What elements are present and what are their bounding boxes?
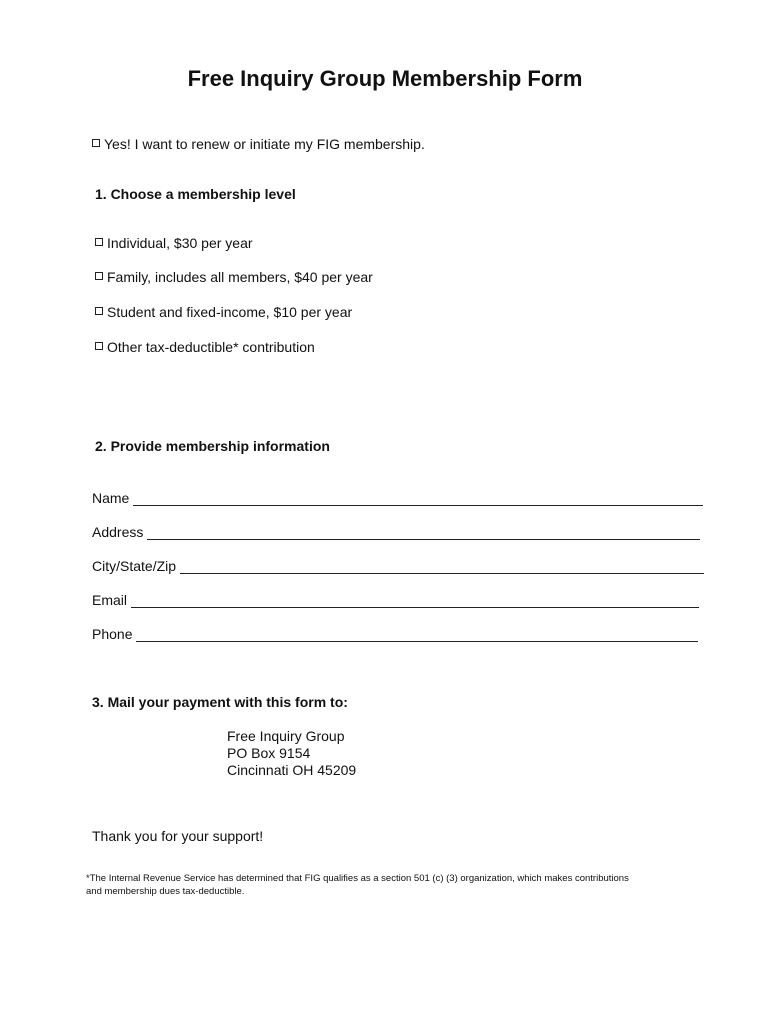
renew-option-label: Yes! I want to renew or initiate my FIG membership.	[104, 136, 425, 152]
email-input-line[interactable]	[131, 595, 699, 608]
tax-footnote: *The Internal Revenue Service has determined that FIG qualifies as a section 501 (c) (3) organization, which makes contributions and membership dues tax-deductible.	[86, 873, 629, 897]
renew-checkbox[interactable]	[92, 139, 100, 147]
address-input-line[interactable]	[147, 527, 700, 540]
field-label: Address	[92, 524, 144, 540]
phone-field	[92, 626, 698, 642]
section3-heading: 3. Mail your payment with this form to:	[92, 694, 348, 710]
individual-checkbox[interactable]	[95, 238, 103, 246]
membership-option-label: Family, includes all members, $40 per year	[107, 269, 373, 285]
name-input-line[interactable]	[133, 493, 703, 506]
city-state-zip-field	[92, 558, 704, 574]
other-checkbox[interactable]	[95, 342, 103, 350]
renew-option[interactable]	[92, 136, 425, 152]
membership-option-other[interactable]	[95, 339, 315, 355]
city-state-zip-input-line[interactable]	[180, 561, 704, 574]
name-field	[92, 490, 703, 506]
field-label: Name	[92, 490, 130, 506]
field-label: City/State/Zip	[92, 558, 177, 574]
email-field	[92, 592, 699, 608]
thank-you-message: Thank you for your support!	[92, 828, 264, 844]
membership-option-student[interactable]	[95, 304, 352, 320]
address-field	[92, 524, 700, 540]
mail-address-line: PO Box 9154	[227, 745, 311, 761]
membership-option-label: Other tax-deductible* contribution	[107, 339, 315, 355]
mail-address-line: Cincinnati OH 45209	[227, 762, 357, 778]
section2-heading: 2. Provide membership information	[95, 438, 330, 454]
section1-heading: 1. Choose a membership level	[95, 186, 296, 202]
family-checkbox[interactable]	[95, 272, 103, 280]
membership-option-label: Individual, $30 per year	[107, 235, 253, 251]
student-checkbox[interactable]	[95, 307, 103, 315]
mail-address-line: Free Inquiry Group	[227, 728, 345, 744]
field-label: Email	[92, 592, 128, 608]
membership-option-label: Student and fixed-income, $10 per year	[107, 304, 353, 320]
phone-input-line[interactable]	[136, 629, 698, 642]
field-label: Phone	[92, 626, 133, 642]
membership-option-family[interactable]	[95, 269, 373, 285]
page-title: Free Inquiry Group Membership Form	[187, 66, 583, 91]
membership-option-individual[interactable]	[95, 235, 253, 251]
